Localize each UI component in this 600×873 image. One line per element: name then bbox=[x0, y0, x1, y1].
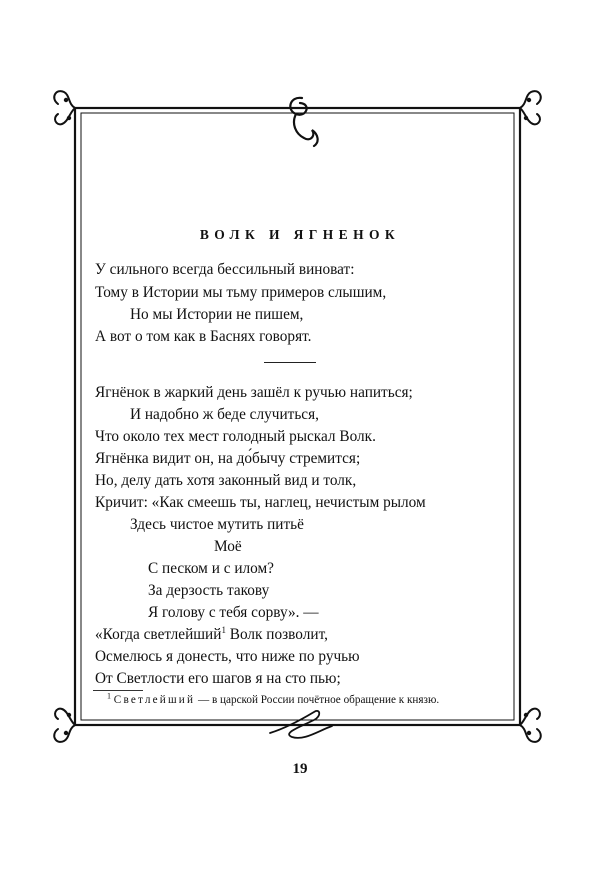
corner-dot-bottom-left-1 bbox=[64, 731, 68, 735]
corner-dot-bottom-left-2 bbox=[67, 713, 71, 717]
footnote-rule bbox=[93, 690, 143, 691]
poem-line: Ягнёнка видит он, на до́бычу стремится; bbox=[95, 450, 361, 467]
corner-dot-bottom-right-2 bbox=[524, 713, 528, 717]
corner-flourish-top-left bbox=[54, 91, 75, 124]
footnote-term: Светлейший bbox=[113, 694, 196, 706]
footnote-marker: 1 bbox=[221, 624, 226, 635]
poem-line: Но мы Истории не пишем, bbox=[130, 306, 304, 323]
poem-line: У сильного всегда бессильный виноват: bbox=[95, 261, 355, 278]
poem-line: Что около тех мест голодный рыскал Волк. bbox=[95, 428, 376, 445]
poem-line: От Светлости его шагов я на сто пью; bbox=[95, 670, 341, 687]
poem-line-with-footnote bbox=[95, 626, 328, 644]
poem-line: Я голову с тебя сорву». — bbox=[148, 604, 319, 621]
poem-line: И надобно ж беде случиться, bbox=[130, 406, 319, 423]
corner-dot-top-right-2 bbox=[524, 116, 528, 120]
poem-line: За дерзость такову bbox=[148, 582, 270, 599]
page-number: 19 bbox=[292, 761, 308, 777]
corner-dot-top-right-1 bbox=[527, 98, 531, 102]
poem-title: ВОЛК И ЯГНЕНОК bbox=[199, 227, 401, 242]
poem-line: Моё bbox=[214, 538, 242, 555]
corner-flourish-bottom-left bbox=[54, 709, 75, 742]
corner-dot-bottom-right-1 bbox=[527, 731, 531, 735]
poem-line: А вот о том как в Баснях говорят. bbox=[95, 328, 312, 345]
poem-line: Ягнёнок в жаркий день зашёл к ручью напиться; bbox=[95, 384, 413, 401]
poem-line: Осмелюсь я донесть, что ниже по ручью bbox=[95, 648, 360, 665]
corner-flourish-top-right bbox=[520, 91, 541, 124]
corner-dot-top-left-1 bbox=[64, 98, 68, 102]
poem-line-text: Волк позволит, bbox=[229, 626, 328, 643]
poem-line-text: «Когда светлейший bbox=[95, 626, 222, 643]
footnote-number: 1 bbox=[107, 691, 111, 701]
top-center-ornament bbox=[290, 98, 317, 146]
poem-line: С песком и с илом? bbox=[148, 560, 274, 577]
poem-line: Но, делу дать хотя законный вид и толк, bbox=[95, 472, 357, 489]
corner-flourish-bottom-right bbox=[520, 709, 541, 742]
footnote bbox=[93, 693, 508, 708]
section-divider bbox=[264, 362, 316, 363]
footnote-text: — в царской России почётное обращение к князю. bbox=[197, 694, 440, 706]
poem-line: Тому в Истории мы тьму примеров слышим, bbox=[95, 284, 387, 301]
poem-line: Кричит: «Как смеешь ты, наглец, нечистым рылом bbox=[95, 494, 426, 511]
corner-dot-top-left-2 bbox=[67, 116, 71, 120]
poem-line: Здесь чистое мутить питьё bbox=[130, 516, 304, 533]
